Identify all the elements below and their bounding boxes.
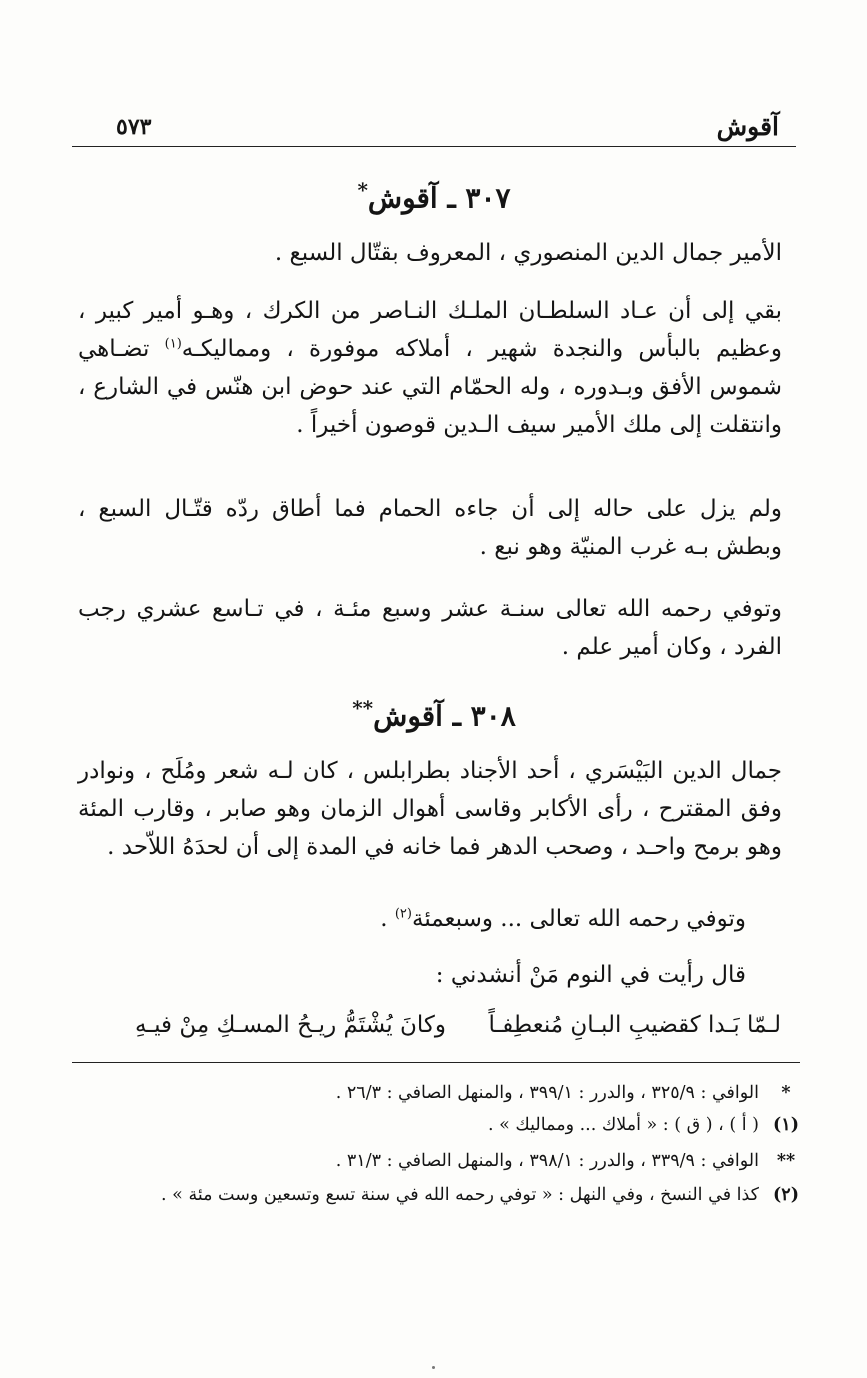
entry-307-paragraph-3: وتوفي رحمه الله تعالى سنـة عشر وسبع مئـة ، في تـاسع عشري رجب الفرد ، وكان أمير علم . [78, 596, 782, 660]
entry-308-verse-intro [78, 956, 782, 994]
entry-heading-307 [72, 178, 796, 214]
footnote [83, 1078, 803, 1108]
entry-name: آقوش [373, 699, 443, 733]
footnote-rule [72, 1062, 800, 1063]
entry-number: ٣٠٧ ـ [447, 181, 511, 215]
footnote-marker: ** [776, 1151, 796, 1171]
footnote-reference: (١) [164, 336, 182, 352]
verse-left-hemistich: وكانَ يُشْتَمُّ ريـحُ المسـكِ مِنْ فيـهِ [135, 1012, 446, 1038]
footnote [83, 1146, 803, 1176]
entry-308-paragraph-1: جمال الدين البَيْسَري ، أحد الأجناد بطرابلس ، كان لـه شعر ومُلَح ، ونوادر وفق المقترح ، رأى الأكابر وقاسى أهوال الزمان وهو صابر ، وقارب المئة وهو برمح واحـد ، وصحب الدهر فما خانه في المدة إلى أن لحدَهُ اللاّحد . [78, 758, 782, 860]
paragraph-text: قال رأيت في النوم مَنْ أنشدني : [435, 962, 746, 988]
header-rule [72, 146, 796, 147]
paragraph-text: بقي إلى أن عـاد السلطـان الملـك النـاصر من الكرك ، وهـو أمير كبير ، وعظيم بالبأس والنجدة شهير ، أملاكه موفورة ، ومماليكـه [78, 298, 783, 362]
footnote-marker: (١) [773, 1115, 799, 1135]
running-title: آقوش [716, 112, 779, 141]
paragraph-text: وتوفي رحمه الله تعالى ... وسبعمئة [411, 906, 746, 932]
footnote-marker: (٢) [773, 1185, 799, 1205]
footnote-text: ( أ ) ، ( ق ) : « أملاك ... ومماليك » . [487, 1115, 759, 1135]
scan-speck [432, 1366, 435, 1369]
verse-right-hemistich: لـمّا بَـدا كقضيبِ البـانِ مُنعطِفـاً [488, 1012, 781, 1038]
entry-308-death-line [78, 900, 782, 938]
footnote-reference: (٢) [394, 906, 412, 922]
entry-number: ٣٠٨ ـ [452, 699, 516, 733]
footnote-text: كذا في النسخ ، وفي النهل : « توفي رحمه الله في سنة تسع وتسعين وست مئة » . [161, 1185, 759, 1205]
footnote-text: الوافي : ٣٣٩/٩ ، والدرر : ٣٩٨/١ ، والمنهل الصافي : ٣١/٣ . [335, 1151, 759, 1171]
page-number: ٥٧٣ [116, 114, 152, 140]
entry-footnote-mark: * [357, 178, 368, 202]
paragraph-end: . [380, 906, 395, 932]
footnote-text: الوافي : ٣٢٥/٩ ، والدرر : ٣٩٩/١ ، والمنهل الصافي : ٢٦/٣ . [335, 1083, 759, 1103]
entry-307-intro: الأمير جمال الدين المنصوري ، المعروف بقتّال السبع . [274, 240, 782, 266]
entry-name: آقوش [367, 181, 438, 215]
entry-307-paragraph-1 [78, 292, 782, 444]
poem-verse [101, 1012, 781, 1052]
footnote-marker: * [781, 1083, 791, 1103]
entry-footnote-mark: ** [352, 696, 374, 720]
entry-heading-308 [72, 696, 796, 732]
paragraph-text: تضـاهي شموس الأفق وبـدوره ، وله الحمّام التي عند حوض ابن هنّس في الشارع ، وانتقلت إلى ملك الأمير سيف الـدين قوصون أخيراً . [78, 336, 782, 438]
footnote [83, 1180, 803, 1210]
footnote [83, 1110, 803, 1140]
entry-307-paragraph-2: ولم يزل على حاله إلى أن جاءه الحمام فما أطاق ردّه قتّـال السبع ، وبطش بـه غرب المنيّة وهو نبع . [78, 496, 782, 560]
